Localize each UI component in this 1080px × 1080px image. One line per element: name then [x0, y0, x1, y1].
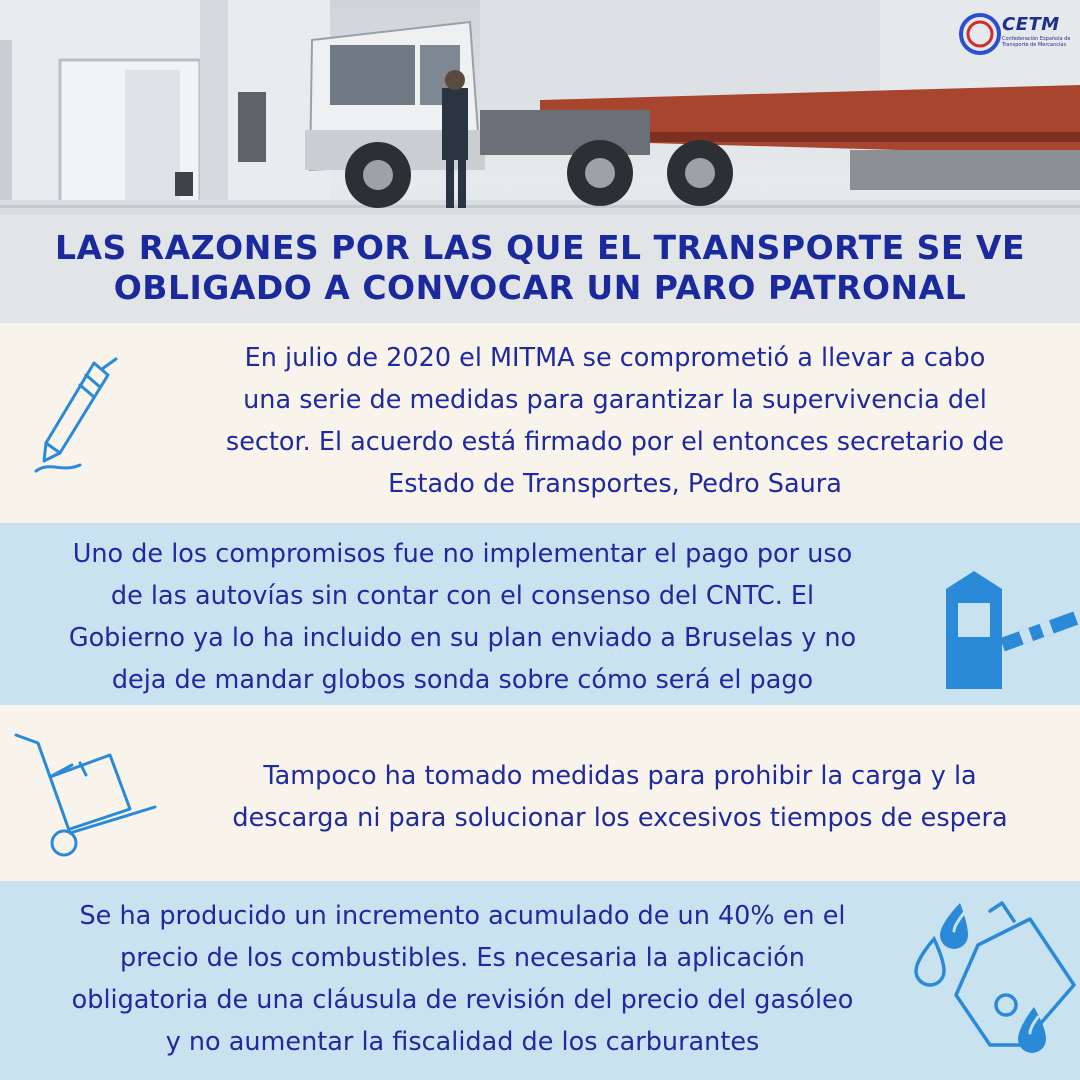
pen-icon [22, 353, 122, 478]
reason-panel-3 [0, 705, 1080, 881]
fuel-can-icon [910, 895, 1080, 1075]
reason-panel-1 [0, 323, 1080, 523]
reason-panel-4 [0, 881, 1080, 1080]
panel-1-line-1: En julio de 2020 el MITMA se comprometió a llevar a cabo [244, 343, 986, 373]
page-title [0, 228, 1080, 308]
reason-panel-2 [0, 523, 1080, 705]
panel-4-line-1: Se ha producido un incremento acumulado de un 40% en el [79, 901, 846, 931]
panel-2-line-4: deja de mandar globos sonda sobre cómo será el pago [111, 665, 814, 695]
panel-4-line-4: y no aumentar la fiscalidad de los carburantes [165, 1027, 760, 1057]
panel-2-line-2: de las autovías sin contar con el consenso del CNTC. El [110, 581, 815, 611]
panel-2-line-1: Uno de los compromisos fue no implementar el pago por uso [72, 539, 853, 569]
toll-barrier-icon [940, 567, 1080, 692]
logo-subtitle: Confederación Española de Transporte de Mercancías [1002, 36, 1071, 48]
hand-truck-icon [10, 725, 160, 860]
panel-1-line-2: una serie de medidas para garantizar la supervivencia del [243, 385, 987, 415]
title-line-1: LAS RAZONES POR LAS QUE EL TRANSPORTE SE VE [54, 228, 1025, 267]
panel-1-line-4: Estado de Transportes, Pedro Saura [388, 469, 842, 499]
panel-1-line-3: sector. El acuerdo está firmado por el entonces secretario de [225, 427, 1005, 457]
logo-name: CETM [1002, 14, 1060, 35]
panel-3-line-2: descarga ni para solucionar los excesivos tiempos de espera [232, 803, 1008, 833]
panel-3-line-1: Tampoco ha tomado medidas para prohibir la carga y la [263, 761, 977, 791]
title-line-2: OBLIGADO A CONVOCAR UN PARO PATRONAL [113, 268, 967, 307]
panel-4-line-2: precio de los combustibles. Es necesaria la aplicación [120, 943, 805, 973]
panel-2-line-3: Gobierno ya lo ha incluido en su plan enviado a Bruselas y no [68, 623, 857, 653]
panel-4-line-3: obligatoria de una cláusula de revisión del precio del gasóleo [71, 985, 854, 1015]
